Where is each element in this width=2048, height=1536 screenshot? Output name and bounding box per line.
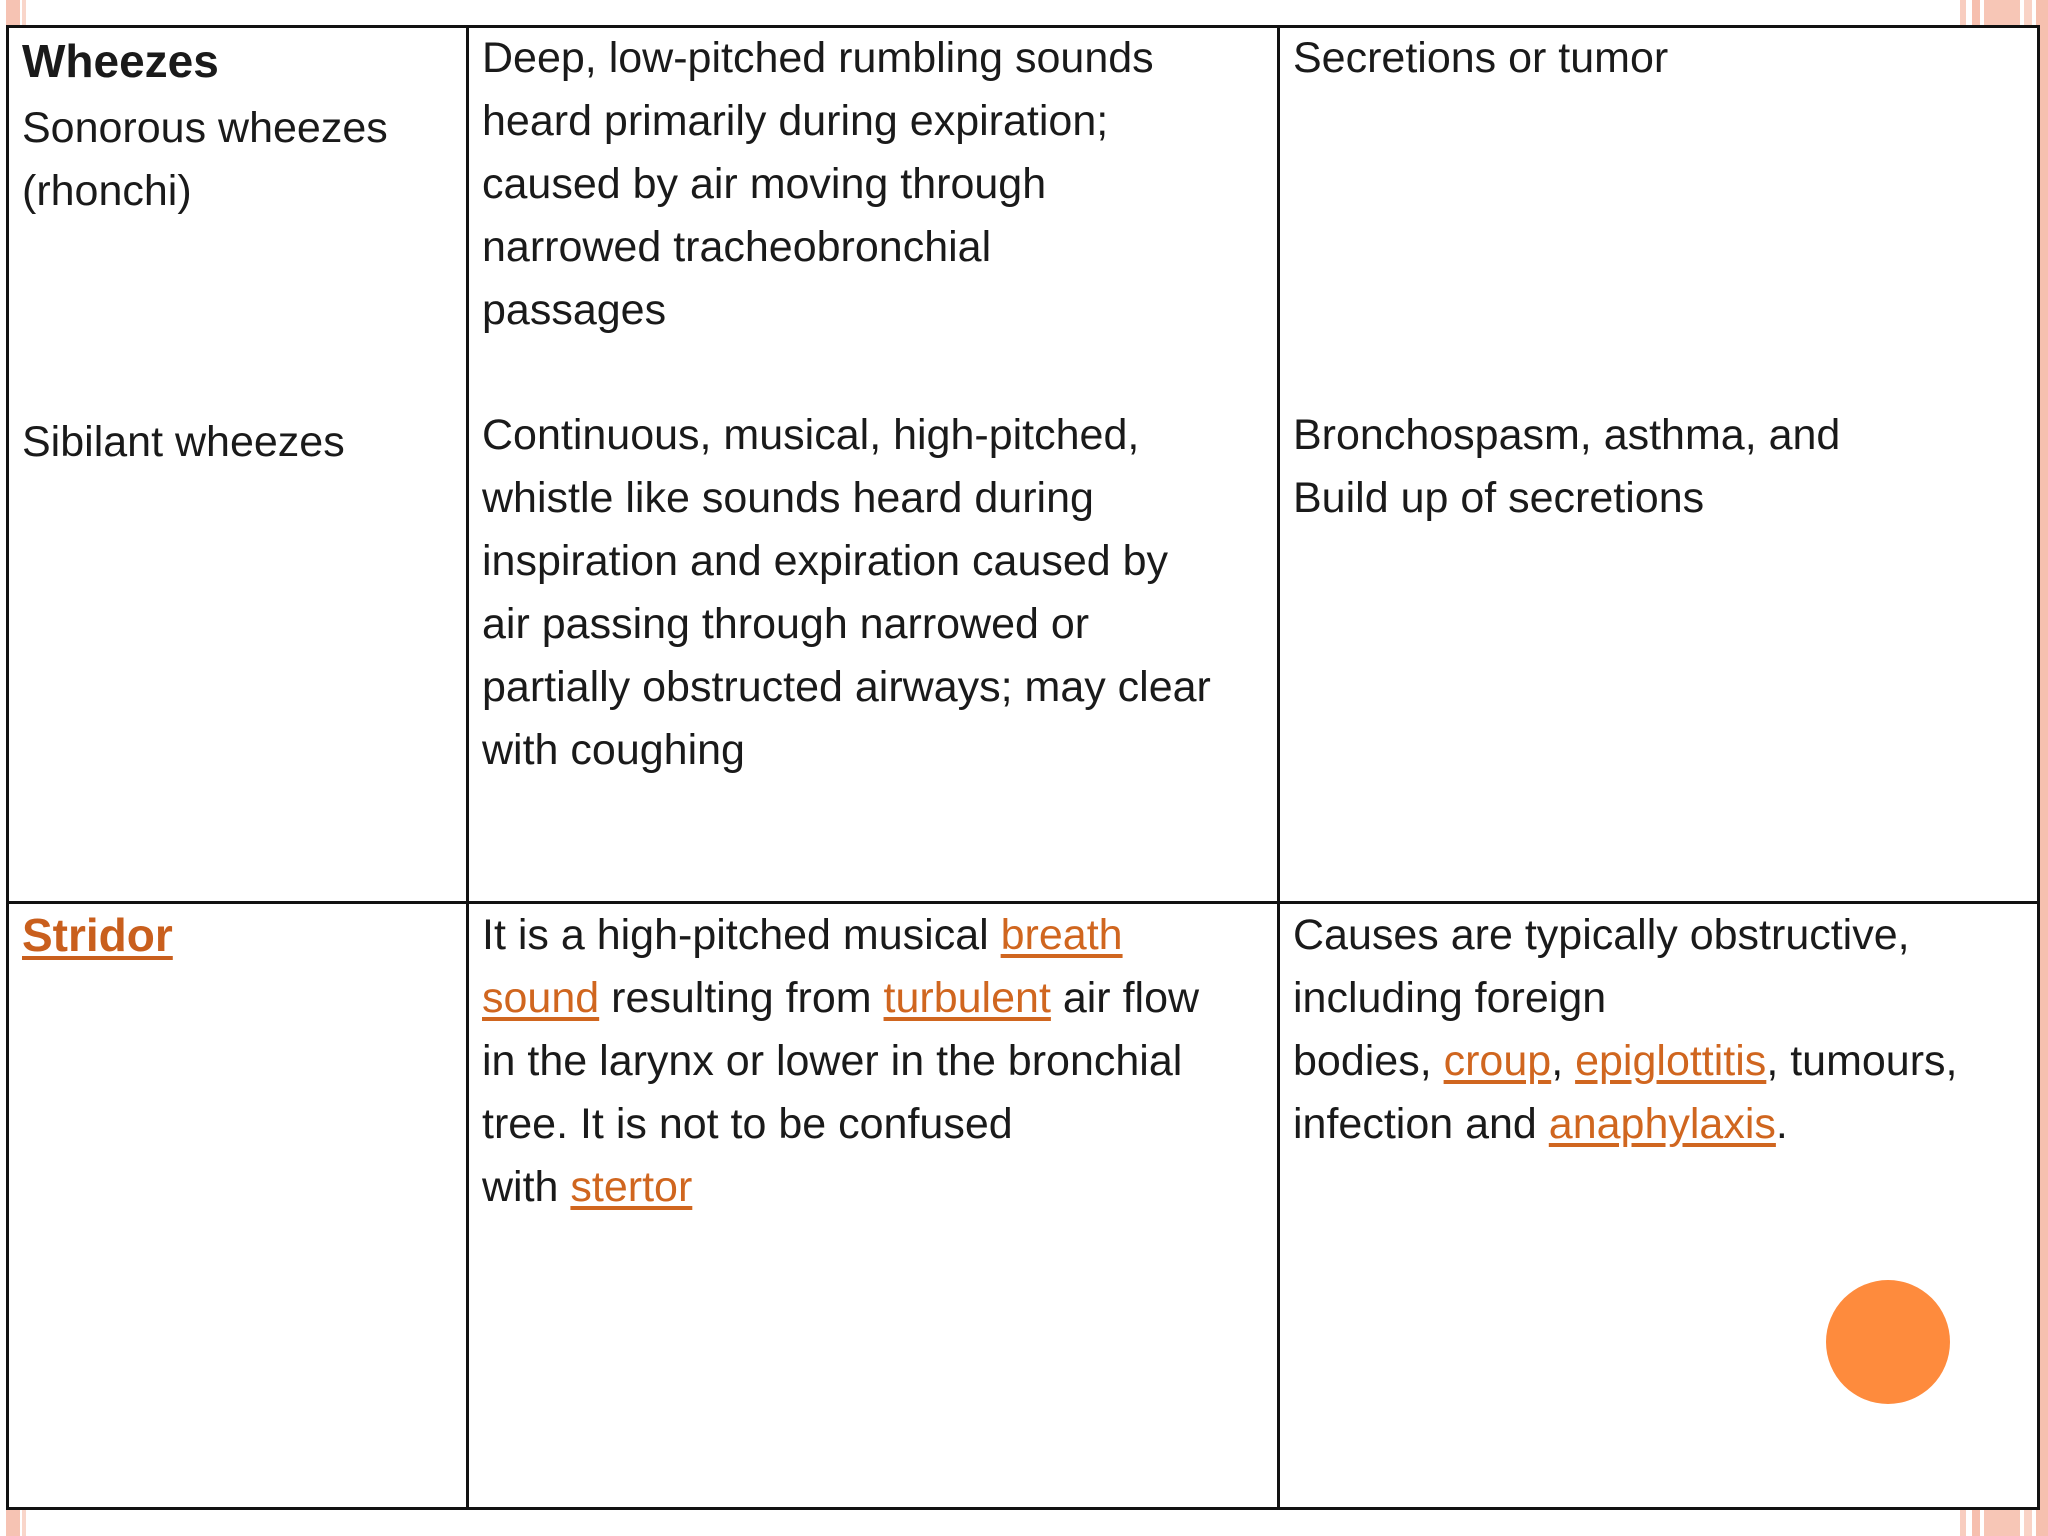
stridor-link[interactable]: Stridor	[22, 909, 173, 961]
description-line: whistle like sounds heard during	[482, 474, 1094, 522]
epiglottitis-link[interactable]: epiglottitis	[1575, 1037, 1767, 1085]
description-line	[482, 1156, 1199, 1219]
description-line: in the larynx or lower in the bronchial	[482, 1037, 1183, 1085]
breath-sound-link[interactable]: breath	[1000, 911, 1123, 959]
term-line: Sonorous wheezes	[22, 104, 388, 152]
cause-text: , tumours,	[1766, 1037, 1958, 1085]
column-divider-2	[1277, 25, 1280, 1510]
cause-line: Secretions or tumor	[1293, 34, 1669, 82]
table-border-bottom	[6, 1507, 2040, 1510]
table-border-left	[6, 25, 9, 1510]
description-text: resulting from	[599, 974, 884, 1022]
description-line: partially obstructed airways; may clear	[482, 663, 1211, 711]
cause-text: infection and	[1293, 1100, 1549, 1148]
decorative-orange-dot	[1826, 1280, 1950, 1404]
description-sibilant-wheezes	[482, 404, 1211, 782]
breath-sound-link[interactable]: sound	[482, 974, 600, 1022]
description-line: inspiration and expiration caused by	[482, 537, 1169, 585]
description-line: heard primarily during expiration;	[482, 97, 1109, 145]
anaphylaxis-link[interactable]: anaphylaxis	[1548, 1100, 1776, 1148]
description-text: with	[482, 1163, 571, 1211]
description-text: It is a high-pitched musical	[482, 911, 1001, 959]
stertor-link[interactable]: stertor	[570, 1163, 693, 1211]
cause-line: Build up of secretions	[1293, 474, 1705, 522]
cause-line	[1293, 1093, 1957, 1156]
description-line	[482, 904, 1199, 967]
description-sonorous-wheezes	[482, 27, 1154, 342]
term-line: (rhonchi)	[22, 167, 192, 215]
cause-text: ,	[1551, 1037, 1576, 1085]
term-sibilant-wheezes	[22, 411, 345, 474]
cause-text: .	[1775, 1100, 1788, 1148]
description-text: air flow	[1050, 974, 1200, 1022]
term-heading-wheezes: Wheezes	[22, 35, 219, 87]
cause-line	[1293, 1030, 1957, 1093]
description-line: air passing through narrowed or	[482, 600, 1090, 648]
column-divider-1	[466, 25, 469, 1510]
cause-line: including foreign	[1293, 974, 1607, 1022]
croup-link[interactable]: croup	[1443, 1037, 1552, 1085]
cause-sibilant-wheezes	[1293, 404, 1840, 530]
description-line: caused by air moving through	[482, 160, 1047, 208]
description-line	[482, 967, 1199, 1030]
term-stridor	[22, 904, 173, 967]
cause-sonorous-wheezes	[1293, 27, 1668, 90]
description-line: narrowed tracheobronchial	[482, 223, 992, 271]
description-line: with coughing	[482, 726, 745, 774]
term-sonorous-wheezes	[22, 97, 388, 223]
description-line: passages	[482, 286, 667, 334]
cause-stridor	[1293, 904, 1957, 1156]
table-border-right	[2037, 25, 2040, 1510]
cause-line: Causes are typically obstructive,	[1293, 911, 1910, 959]
description-stridor	[482, 904, 1199, 1219]
term-line: Sibilant wheezes	[22, 418, 345, 466]
turbulent-link[interactable]: turbulent	[883, 974, 1051, 1022]
description-line: Continuous, musical, high-pitched,	[482, 411, 1140, 459]
description-line: Deep, low-pitched rumbling sounds	[482, 34, 1154, 82]
cause-text: bodies,	[1293, 1037, 1444, 1085]
description-line: tree. It is not to be confused	[482, 1100, 1013, 1148]
cause-line: Bronchospasm, asthma, and	[1293, 411, 1841, 459]
